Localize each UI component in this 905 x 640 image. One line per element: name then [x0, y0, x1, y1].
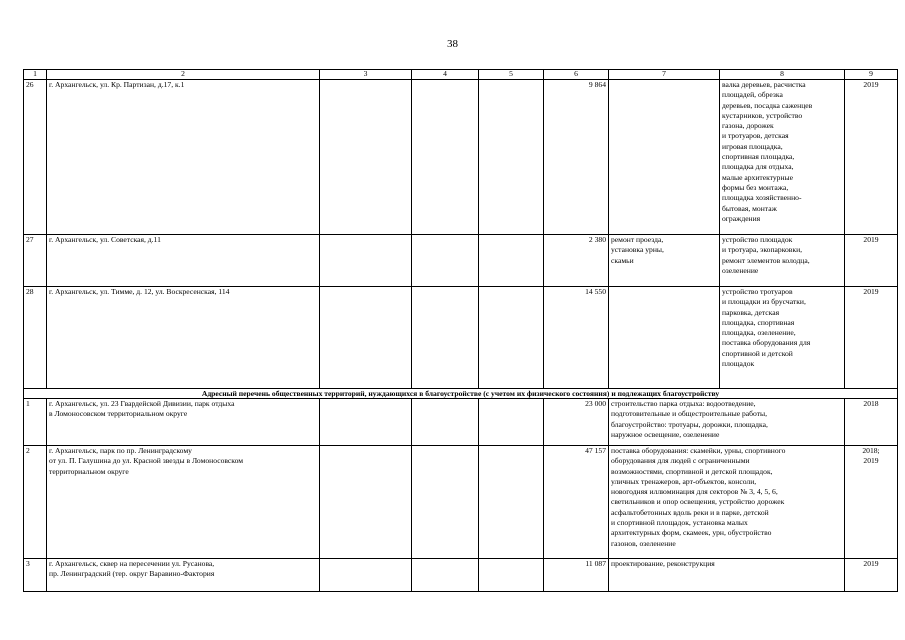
year-cell: 2019 [845, 80, 898, 235]
empty-cell [479, 399, 544, 446]
empty-cell [320, 235, 412, 287]
empty-cell [479, 80, 544, 235]
empty-cell [479, 235, 544, 287]
column-header: 4 [412, 70, 479, 80]
works-cell: проектирование, реконструкция [609, 559, 845, 592]
works-cell: поставка оборудования: скамейки, урны, спортивного оборудования для людей с ограниченными возможностями, спортивной и детской площадок, уличных тренажеров, арт-объектов, консоли, новогодняя иллюминация для секторов № 3, 4, 5, 6, светильников и опор освещения, устройство дорожек асфальтобетонных вдоль реки и в парке, детской и спортивной площадок, установка малых архитектурных форм, скамеек, урн, обустройство газонов, озеленение [609, 446, 845, 559]
year-cell: 2019 [845, 559, 898, 592]
improvement-works-cell: устройство площадок и тротуара, экопарковки, ремонт элементов колодца, озеленение [720, 235, 845, 287]
address-cell: г. Архангельск, парк по пр. Ленинградскому от ул. П. Галушина до ул. Красной звезды в Ломоносовском территориальном округе [47, 446, 320, 559]
empty-cell [320, 399, 412, 446]
improvement-works-cell: устройство тротуаров и площадки из брусчатки, парковка, детская площадка, спортивная площадка, озеленение, поставка оборудования для спортивной и детской площадок [720, 287, 845, 389]
empty-cell [479, 287, 544, 389]
works-cell [609, 287, 720, 389]
column-header: 3 [320, 70, 412, 80]
empty-cell [412, 559, 479, 592]
row-number: 2 [24, 446, 47, 559]
table-row [24, 235, 898, 287]
empty-cell [320, 80, 412, 235]
empty-cell [320, 559, 412, 592]
improvement-works-cell: валка деревьев, расчистка площадей, обрезка деревьев, посадка саженцев кустарников, устройство газона, дорожек и тротуаров, детская игровая площадка, спортивная площадка, площадка для отдыха, малые архитектурные формы без монтажа, площадка хозяйственно- бытовая, монтаж ограждения [720, 80, 845, 235]
row-number: 3 [24, 559, 47, 592]
year-cell: 2019 [845, 287, 898, 389]
empty-cell [412, 80, 479, 235]
column-header: 1 [24, 70, 47, 80]
works-cell: ремонт проезда, установка урны, скамьи [609, 235, 720, 287]
works-cell [609, 80, 720, 235]
empty-cell [479, 446, 544, 559]
table-row [24, 559, 898, 592]
column-header: 7 [609, 70, 720, 80]
year-cell: 2018; 2019 [845, 446, 898, 559]
empty-cell [412, 399, 479, 446]
area-cell: 14 550 [544, 287, 609, 389]
column-header: 2 [47, 70, 320, 80]
works-cell: строительство парка отдыха: водоотведение, подготовительные и общестроительные работы, благоустройство: тротуары, дорожки, площадка, наружное освещение, озеленение [609, 399, 845, 446]
table-row [24, 287, 898, 389]
empty-cell [320, 446, 412, 559]
year-cell: 2019 [845, 235, 898, 287]
address-cell: г. Архангельск, ул. Кр. Партизан, д.17, к.1 [47, 80, 320, 235]
area-cell: 2 380 [544, 235, 609, 287]
table-row [24, 80, 898, 235]
year-cell: 2018 [845, 399, 898, 446]
section-title: Адресный перечень общественных территорий, нуждающихся в благоустройстве (с учетом их физического состояния) и подлежащих благоустройству [24, 389, 898, 399]
address-cell: г. Архангельск, ул. Тимме, д. 12, ул. Воскресенская, 114 [47, 287, 320, 389]
area-cell: 23 000 [544, 399, 609, 446]
empty-cell [412, 235, 479, 287]
address-cell: г. Архангельск, ул. Советская, д.11 [47, 235, 320, 287]
table-row [24, 446, 898, 559]
address-cell: г. Архангельск, ул. 23 Гвардейской Дивизии, парк отдыха в Ломоносовском территориальном округе [47, 399, 320, 446]
row-number: 28 [24, 287, 47, 389]
empty-cell [412, 287, 479, 389]
row-number: 1 [24, 399, 47, 446]
column-header: 9 [845, 70, 898, 80]
row-number: 26 [24, 80, 47, 235]
territories-table [23, 69, 898, 592]
column-header: 8 [720, 70, 845, 80]
column-header: 6 [544, 70, 609, 80]
area-cell: 47 157 [544, 446, 609, 559]
address-cell: г. Архангельск, сквер на пересечении ул. Русанова, пр. Ленинградский (тер. округ Варавино-Фактория [47, 559, 320, 592]
table-row [24, 399, 898, 446]
row-number: 27 [24, 235, 47, 287]
area-cell: 11 087 [544, 559, 609, 592]
column-header: 5 [479, 70, 544, 80]
area-cell: 9 864 [544, 80, 609, 235]
page-number: 38 [447, 38, 458, 50]
empty-cell [412, 446, 479, 559]
section-header-row [24, 389, 898, 399]
empty-cell [320, 287, 412, 389]
column-header-row [24, 70, 898, 80]
empty-cell [479, 559, 544, 592]
